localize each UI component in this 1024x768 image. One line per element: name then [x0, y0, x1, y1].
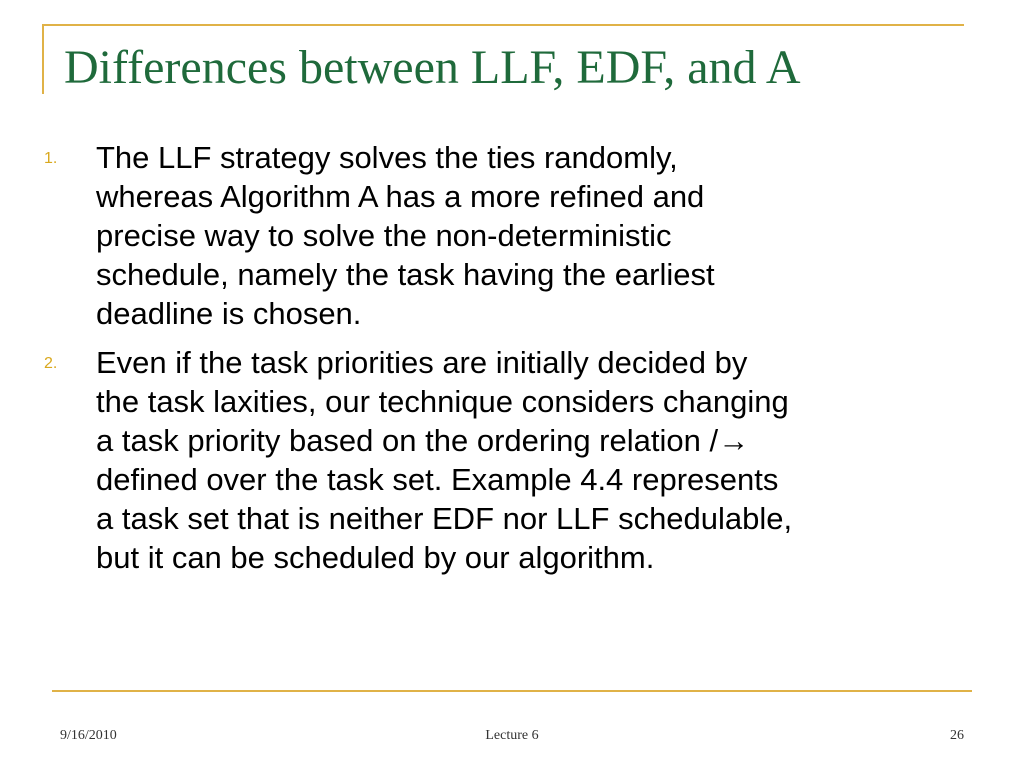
bottom-rule — [52, 690, 972, 692]
text-line: schedule, namely the task having the earliest — [96, 257, 715, 292]
slide-title: Differences between LLF, EDF, and A — [64, 41, 801, 94]
left-rule — [42, 24, 44, 94]
list-item — [44, 343, 1004, 577]
text-line: a task priority based on the ordering relation /→ — [96, 423, 750, 458]
item-text — [96, 343, 1004, 577]
text-line: but it can be scheduled by our algorithm. — [96, 540, 655, 575]
text-line: a task set that is neither EDF nor LLF schedulable, — [96, 501, 793, 536]
text-line: defined over the task set. Example 4.4 represents — [96, 462, 779, 497]
text-line: precise way to solve the non-deterministic — [96, 218, 672, 253]
footer-lecture-label: Lecture 6 — [485, 728, 539, 743]
page-number: 26 — [950, 728, 964, 743]
top-rule — [42, 24, 964, 26]
text-line: the task laxities, our technique considers changing — [96, 384, 789, 419]
numbered-list — [44, 138, 1004, 587]
item-number: 1. — [44, 150, 58, 167]
text-line: Even if the task priorities are initially decided by — [96, 345, 748, 380]
list-item — [44, 138, 1004, 333]
item-number: 2. — [44, 355, 58, 372]
text-line: whereas Algorithm A has a more refined and — [96, 179, 705, 214]
text-line: The LLF strategy solves the ties randomly, — [96, 140, 678, 175]
item-text — [96, 138, 1004, 333]
text-line: deadline is chosen. — [96, 296, 362, 331]
footer-date: 9/16/2010 — [60, 728, 117, 743]
